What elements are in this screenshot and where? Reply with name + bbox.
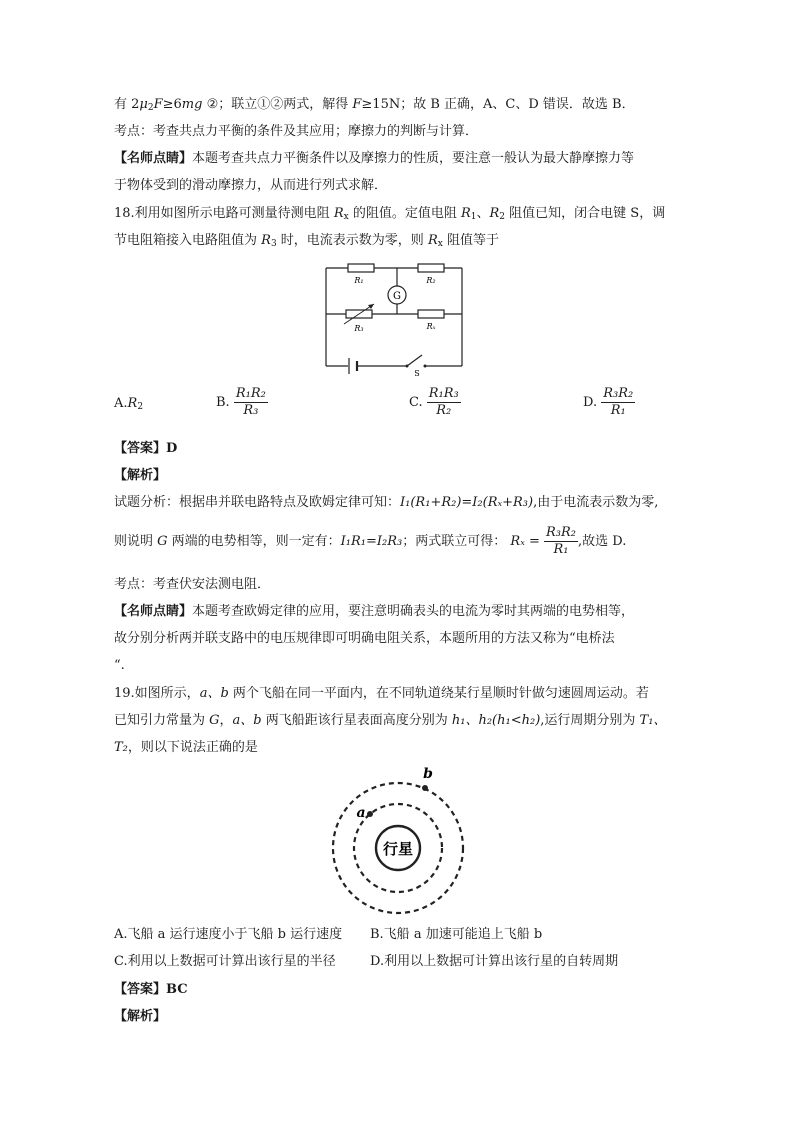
q18-explanation-2: 则说明 G 两端的电势相等，则一定有：I₁R₁=I₂R₃；两式联立可得： Rₓ = $\frac{\text{R₃R₂}}{\text{R₁}}$ ,故选 D. [114, 525, 627, 557]
resistor-rx [418, 310, 444, 318]
orbit-diagram [324, 760, 474, 920]
q19-stem-line-2: 已知引力常量为 G，a、b 两飞船距该行星表面高度分别为 h₁、h₂(h₁<h₂),运行周期分别为 T₁、 [114, 713, 667, 728]
spacecraft-b [422, 785, 428, 791]
q19-option-b: B.飞船 a 加速可能追上飞船 b [370, 927, 543, 942]
bridge-circuit-diagram [318, 258, 468, 378]
q19-option-c: C.利用以上数据可计算出该行星的半径 [114, 954, 336, 969]
spacecraft-a [367, 811, 373, 817]
label-r3: R₃ [354, 324, 364, 333]
q19-analysis-heading: 【解析】 [114, 1009, 167, 1024]
label-s: S [414, 369, 420, 378]
q18-tip-line-2: 故分别分析两并联支路中的电压规律即可明确电阻关系，本题所用的方法又称为“电桥法 [114, 631, 615, 646]
q18-option-d: D. $\frac{\text{R₃R₂}}{\text{R₁}}$ [583, 386, 634, 418]
q19-option-a: A.飞船 a 运行速度小于飞船 b 运行速度 [114, 927, 343, 942]
text-line-2: 考点：考查共点力平衡的条件及其应用；摩擦力的判断与计算． [114, 124, 479, 139]
q18-analysis-heading: 【解析】 [114, 468, 167, 483]
q19-answer: 【答案】BC [114, 982, 188, 997]
q18-option-c: C. $\frac{\text{R₁R₃}}{\text{R₂}}$ [409, 386, 459, 418]
q19-stem-line-1: 19.如图所示，a、b 两个飞船在同一平面内，在不同轨道绕某行星顺时针做匀速圆周运动。若 [114, 686, 649, 701]
label-r2: R₂ [426, 276, 436, 285]
q18-stem-line-1: 18.利用如图所示电路可测量待测电阻 $R_x$ 的阻值。定值电阻 $R_1$、$R_2$ 阻值已知，闭合电键 S，调 [114, 206, 666, 222]
planet-label: 行星 [382, 840, 414, 858]
galvanometer-label: G [393, 291, 401, 302]
label-rx: Rₓ [426, 322, 436, 331]
label-r1: R₁ [354, 276, 364, 285]
q18-tip-line-3: “. [114, 658, 125, 673]
q18-option-b: B. $\frac{\text{R₁R₂}}{\text{R₃}}$ [216, 386, 266, 418]
text-line-3: 【名师点睛】本题考查共点力平衡条件以及摩擦力的性质，要注意一般认为最大静摩擦力等 [114, 151, 635, 166]
q19-option-d: D.利用以上数据可计算出该行星的自转周期 [370, 954, 619, 969]
switch [407, 355, 422, 366]
label-b: b [423, 766, 433, 782]
label-a: a [356, 805, 366, 821]
resistor-r1 [348, 264, 374, 272]
text-line-4: 于物体受到的滑动摩擦力，从而进行列式求解． [114, 178, 388, 193]
q18-explanation-1: 试题分析：根据串并联电路特点及欧姆定律可知：I₁(R₁+R₂)=I₂(Rₓ+R₃),由于电流表示数为零, [114, 495, 659, 510]
resistor-r2 [418, 264, 444, 272]
q18-stem-line-2: 节电阻箱接入电路阻值为 $R_3$ 时，电流表示数为零，则 $R_x$ 阻值等于 [114, 233, 499, 249]
q18-option-a: $A.R_2$ [114, 396, 144, 412]
q19-stem-line-3: T₂，则以下说法正确的是 [114, 740, 258, 755]
q18-tip-line-1: 【名师点睛】本题考查欧姆定律的应用，要注意明确表头的电流为零时其两端的电势相等， [114, 604, 635, 619]
q18-knowledge-point: 考点：考查伏安法测电阻． [114, 577, 271, 592]
text-line-1: 有 $2\mu_2F\ge 6mg$ ②；联立①②两式，解得 F≥15N；故 B 正确，A、C、D 错误．故选 B． [114, 97, 635, 113]
q18-answer: 【答案】D [114, 441, 178, 456]
